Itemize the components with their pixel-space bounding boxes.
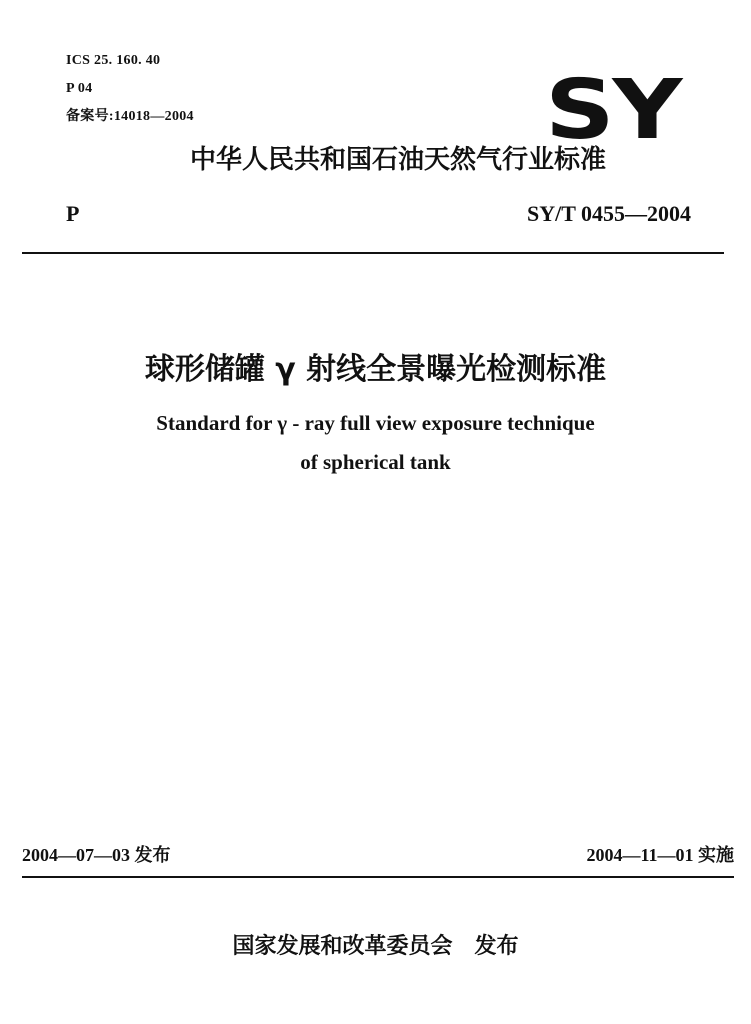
ics-code: ICS 25. 160. 40	[66, 53, 161, 68]
registration-number: 备案号:14018—2004	[66, 109, 194, 124]
effective-date: 2004—11—01 实施	[586, 845, 734, 865]
category-letter: P	[66, 201, 80, 226]
bottom-divider	[22, 876, 734, 878]
document-title-english-line1: Standard for γ - ray full view exposure technique	[156, 411, 595, 435]
top-divider	[22, 252, 724, 254]
standard-number: SY/T 0455—2004	[526, 201, 691, 226]
classification-code: P 04	[66, 81, 93, 96]
sy-logo: SY	[545, 63, 681, 158]
issue-date: 2004—07—03 发布	[22, 845, 171, 865]
document-title-chinese: 球形储罐 γ 射线全景曝光检测标准	[144, 352, 607, 387]
industry-standard-heading: 中华人民共和国石油天然气行业标准	[190, 145, 607, 175]
document-title-english-line2: of spherical tank	[300, 450, 451, 474]
publisher: 国家发展和改革委员会 发布	[232, 934, 519, 959]
